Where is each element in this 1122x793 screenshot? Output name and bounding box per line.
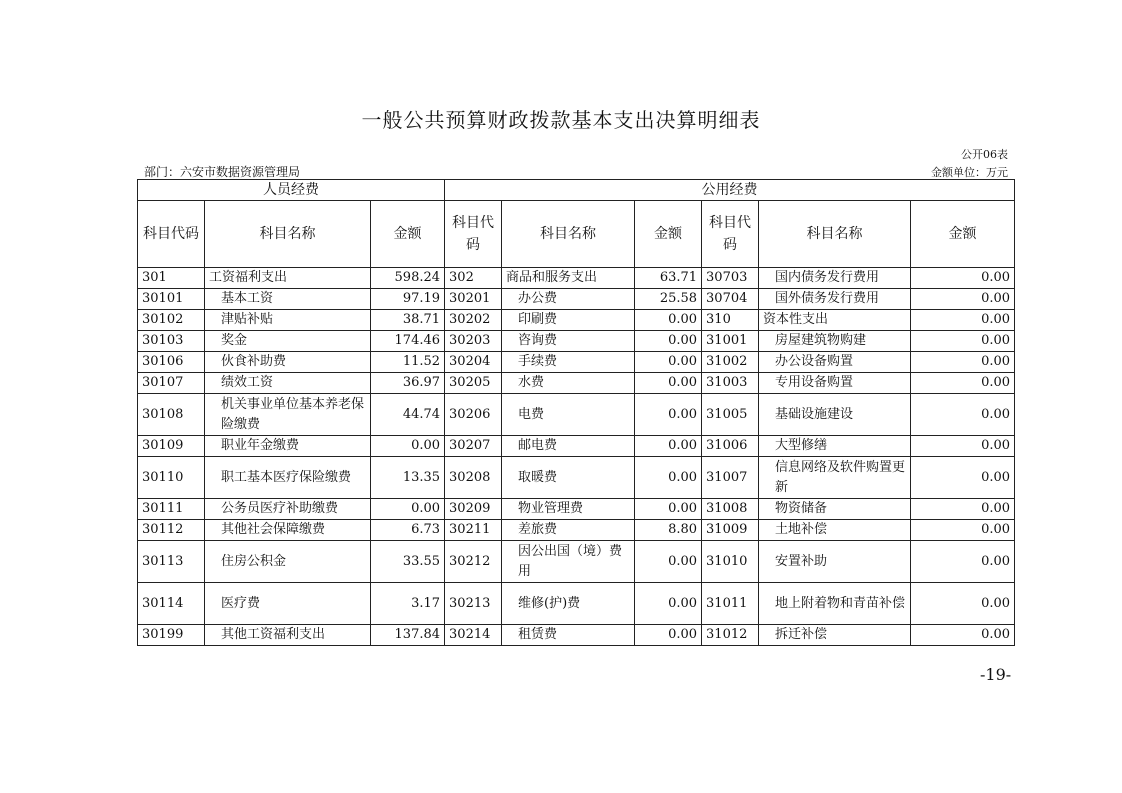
amount-cell: 25.58	[635, 289, 702, 310]
amount-cell: 137.84	[371, 625, 445, 646]
subject-name-cell: 公务员医疗补助缴费	[205, 499, 371, 520]
subject-code-cell: 30108	[138, 394, 205, 436]
amount-cell: 0.00	[911, 310, 1015, 331]
subject-name-cell: 工资福利支出	[205, 268, 371, 289]
amount-cell: 6.73	[371, 520, 445, 541]
subject-code-cell: 31006	[702, 436, 759, 457]
subject-code-cell: 30201	[445, 289, 502, 310]
amount-cell: 0.00	[911, 268, 1015, 289]
subject-code-cell: 30211	[445, 520, 502, 541]
amount-cell: 0.00	[635, 373, 702, 394]
subject-name-cell: 地上附着物和青苗补偿	[759, 583, 911, 625]
subject-name-cell: 取暖费	[502, 457, 635, 499]
subject-code-cell: 30209	[445, 499, 502, 520]
amount-cell: 11.52	[371, 352, 445, 373]
subject-name-cell: 商品和服务支出	[502, 268, 635, 289]
subject-name-cell: 津贴补贴	[205, 310, 371, 331]
subject-name-cell: 绩效工资	[205, 373, 371, 394]
amount-cell: 36.97	[371, 373, 445, 394]
subject-code-cell: 31002	[702, 352, 759, 373]
subject-code-cell: 31009	[702, 520, 759, 541]
subject-code-cell: 30102	[138, 310, 205, 331]
amount-cell: 0.00	[371, 499, 445, 520]
group-header-row	[138, 180, 1015, 201]
subject-name-cell: 租赁费	[502, 625, 635, 646]
budget-table	[137, 179, 1015, 646]
header-code: 科目代码	[445, 201, 502, 268]
amount-cell: 0.00	[911, 541, 1015, 583]
subject-code-cell: 301	[138, 268, 205, 289]
table-row	[138, 310, 1015, 331]
amount-cell: 0.00	[635, 625, 702, 646]
subject-name-cell: 伙食补助费	[205, 352, 371, 373]
subject-code-cell: 310	[702, 310, 759, 331]
table-row	[138, 499, 1015, 520]
amount-cell: 174.46	[371, 331, 445, 352]
subject-code-cell: 31012	[702, 625, 759, 646]
amount-cell: 3.17	[371, 583, 445, 625]
subject-name-cell: 手续费	[502, 352, 635, 373]
subject-code-cell: 30208	[445, 457, 502, 499]
subject-name-cell: 职业年金缴费	[205, 436, 371, 457]
amount-cell: 0.00	[911, 373, 1015, 394]
header-code: 科目代码	[138, 201, 205, 268]
subject-name-cell: 因公出国（境）费用	[502, 541, 635, 583]
amount-cell: 0.00	[635, 541, 702, 583]
subject-code-cell: 30704	[702, 289, 759, 310]
subject-name-cell: 机关事业单位基本养老保险缴费	[205, 394, 371, 436]
amount-cell: 0.00	[911, 394, 1015, 436]
table-row	[138, 373, 1015, 394]
subject-name-cell: 大型修缮	[759, 436, 911, 457]
subject-code-cell: 30703	[702, 268, 759, 289]
subject-code-cell: 30111	[138, 499, 205, 520]
subject-name-cell: 信息网络及软件购置更新	[759, 457, 911, 499]
subject-name-cell: 拆迁补偿	[759, 625, 911, 646]
amount-cell: 0.00	[371, 436, 445, 457]
subject-code-cell: 30214	[445, 625, 502, 646]
table-row	[138, 625, 1015, 646]
subject-code-cell: 30205	[445, 373, 502, 394]
subject-name-cell: 电费	[502, 394, 635, 436]
amount-cell: 0.00	[911, 352, 1015, 373]
subject-name-cell: 安置补助	[759, 541, 911, 583]
subject-name-cell: 物业管理费	[502, 499, 635, 520]
subject-code-cell: 31011	[702, 583, 759, 625]
subject-name-cell: 其他社会保障缴费	[205, 520, 371, 541]
amount-cell: 0.00	[911, 331, 1015, 352]
header-amount: 金额	[911, 201, 1015, 268]
group-public: 公用经费	[445, 180, 1015, 201]
amount-cell: 0.00	[911, 583, 1015, 625]
amount-cell: 0.00	[635, 583, 702, 625]
subject-code-cell: 30110	[138, 457, 205, 499]
subject-name-cell: 差旅费	[502, 520, 635, 541]
subject-code-cell: 30202	[445, 310, 502, 331]
amount-cell: 598.24	[371, 268, 445, 289]
table-row	[138, 583, 1015, 625]
subject-name-cell: 国外债务发行费用	[759, 289, 911, 310]
subject-name-cell: 基本工资	[205, 289, 371, 310]
page-title: 一般公共预算财政拨款基本支出决算明细表	[361, 108, 761, 132]
table-row	[138, 436, 1015, 457]
subject-name-cell: 办公费	[502, 289, 635, 310]
subject-code-cell: 30106	[138, 352, 205, 373]
subject-code-cell: 30112	[138, 520, 205, 541]
page-number: -19-	[980, 665, 1012, 684]
subject-name-cell: 资本性支出	[759, 310, 911, 331]
subject-code-cell: 31001	[702, 331, 759, 352]
amount-cell: 97.19	[371, 289, 445, 310]
subject-code-cell: 30213	[445, 583, 502, 625]
subject-name-cell: 印刷费	[502, 310, 635, 331]
subject-code-cell: 31010	[702, 541, 759, 583]
header-amount: 金额	[635, 201, 702, 268]
table-row	[138, 541, 1015, 583]
department-label: 部门：六安市数据资源管理局	[144, 165, 301, 179]
subject-name-cell: 土地补偿	[759, 520, 911, 541]
amount-cell: 0.00	[635, 394, 702, 436]
amount-cell: 0.00	[911, 625, 1015, 646]
amount-cell: 0.00	[635, 499, 702, 520]
amount-cell: 38.71	[371, 310, 445, 331]
header-name: 科目名称	[759, 201, 911, 268]
amount-cell: 0.00	[635, 331, 702, 352]
subject-code-cell: 30114	[138, 583, 205, 625]
subject-code-cell: 30212	[445, 541, 502, 583]
table-row	[138, 289, 1015, 310]
subject-name-cell: 国内债务发行费用	[759, 268, 911, 289]
amount-cell: 0.00	[635, 436, 702, 457]
subject-name-cell: 办公设备购置	[759, 352, 911, 373]
subject-code-cell: 31008	[702, 499, 759, 520]
amount-cell: 0.00	[635, 310, 702, 331]
form-number: 公开06表	[961, 148, 1008, 161]
unit-label: 金额单位：万元	[931, 166, 1008, 179]
group-personnel: 人员经费	[138, 180, 445, 201]
subject-name-cell: 维修(护)费	[502, 583, 635, 625]
subject-name-cell: 住房公积金	[205, 541, 371, 583]
subject-name-cell: 医疗费	[205, 583, 371, 625]
subject-code-cell: 31003	[702, 373, 759, 394]
amount-cell: 0.00	[911, 289, 1015, 310]
amount-cell: 0.00	[635, 457, 702, 499]
subject-code-cell: 31005	[702, 394, 759, 436]
header-name: 科目名称	[502, 201, 635, 268]
table-row	[138, 331, 1015, 352]
subject-code-cell: 30206	[445, 394, 502, 436]
subject-code-cell: 30103	[138, 331, 205, 352]
subject-code-cell: 30101	[138, 289, 205, 310]
table-row	[138, 394, 1015, 436]
header-amount: 金额	[371, 201, 445, 268]
table-row	[138, 352, 1015, 373]
subject-code-cell: 30203	[445, 331, 502, 352]
table-row	[138, 457, 1015, 499]
subject-code-cell: 30109	[138, 436, 205, 457]
amount-cell: 0.00	[911, 520, 1015, 541]
subject-code-cell: 30207	[445, 436, 502, 457]
subject-code-cell: 30113	[138, 541, 205, 583]
header-name: 科目名称	[205, 201, 371, 268]
amount-cell: 0.00	[911, 457, 1015, 499]
subject-name-cell: 职工基本医疗保险缴费	[205, 457, 371, 499]
amount-cell: 8.80	[635, 520, 702, 541]
table-row	[138, 520, 1015, 541]
amount-cell: 0.00	[911, 499, 1015, 520]
subject-name-cell: 其他工资福利支出	[205, 625, 371, 646]
amount-cell: 0.00	[635, 352, 702, 373]
table-row	[138, 268, 1015, 289]
subject-code-cell: 31007	[702, 457, 759, 499]
subject-name-cell: 邮电费	[502, 436, 635, 457]
column-header-row	[138, 201, 1015, 268]
subject-name-cell: 水费	[502, 373, 635, 394]
subject-name-cell: 专用设备购置	[759, 373, 911, 394]
subject-name-cell: 咨询费	[502, 331, 635, 352]
amount-cell: 13.35	[371, 457, 445, 499]
subject-name-cell: 物资储备	[759, 499, 911, 520]
subject-name-cell: 奖金	[205, 331, 371, 352]
amount-cell: 44.74	[371, 394, 445, 436]
subject-code-cell: 30199	[138, 625, 205, 646]
header-code: 科目代码	[702, 201, 759, 268]
amount-cell: 33.55	[371, 541, 445, 583]
subject-code-cell: 302	[445, 268, 502, 289]
subject-code-cell: 30107	[138, 373, 205, 394]
amount-cell: 63.71	[635, 268, 702, 289]
subject-code-cell: 30204	[445, 352, 502, 373]
amount-cell: 0.00	[911, 436, 1015, 457]
subject-name-cell: 房屋建筑物购建	[759, 331, 911, 352]
subject-name-cell: 基础设施建设	[759, 394, 911, 436]
